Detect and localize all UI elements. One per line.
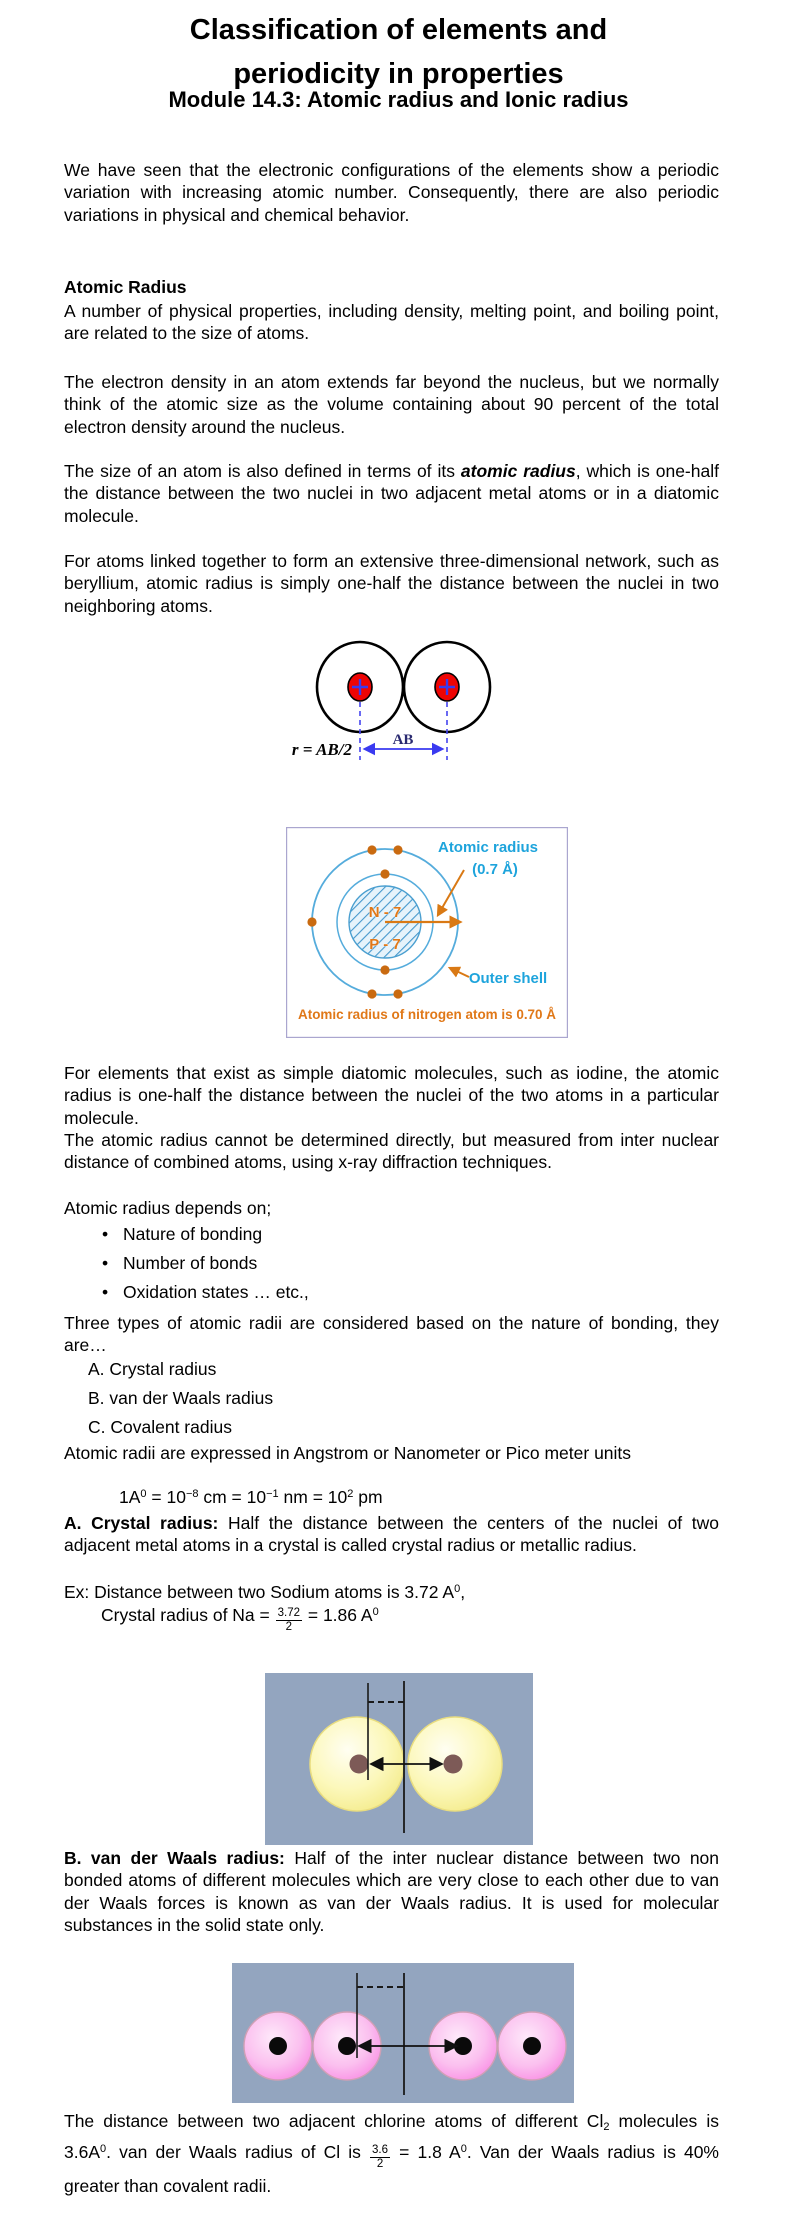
paragraph-electron-density: The electron density in an atom extends far beyond the nucleus, but we normally think of the atomic size as the volume containing about 90 percent of the total electron density around the nucleus. <box>64 372 719 437</box>
list-item-covalent: C. Covalent radius <box>88 1417 232 1437</box>
bullet-icon: • <box>102 1224 109 1244</box>
atomic-radius-label: Atomic radius <box>437 839 539 856</box>
module-subtitle: Module 14.3: Atomic radius and Ionic radius <box>168 87 629 112</box>
bullet-list <box>102 1223 702 1310</box>
bullet-item <box>102 1252 702 1274</box>
list-item-crystal: A. Crystal radius <box>88 1359 217 1379</box>
page-title-line1: Classification of elements and <box>189 14 608 46</box>
neutron-count-label: N - 7 <box>368 904 402 921</box>
sodium-radius-line: Crystal radius of Na = $\frac{3.72}{2}$ = 1.86 $A^0$ <box>101 1605 379 1633</box>
sodium-nucleus-left <box>350 1755 369 1774</box>
sodium-example-line: Ex: Distance between two Sodium atoms is 3.72 $A^0$, <box>64 1582 466 1602</box>
chlorine-nucleus-2 <box>338 2037 356 2055</box>
page-title-line2: periodicity in properties <box>233 58 564 90</box>
figure-beryllium-atoms <box>258 634 498 774</box>
line-depends-on: Atomic radius depends on; <box>64 1198 272 1218</box>
outer-shell-label: Outer shell <box>468 970 548 987</box>
figure-nitrogen-atom <box>286 827 568 1038</box>
bullet-icon: • <box>102 1253 109 1273</box>
unit-conversion-line: $1A^0 = 10^{-8}$ cm = $10^{-1}$ nm = $10^2$ pm <box>119 1487 383 1507</box>
figure-caption: Atomic radius of nitrogen atom is 0.70 Å <box>298 1006 556 1022</box>
bullet-text: Oxidation states … etc., <box>123 1282 309 1302</box>
sodium-nucleus-right <box>444 1755 463 1774</box>
list-item-vdw: B. van der Waals radius <box>88 1388 274 1408</box>
bullet-item <box>102 1281 702 1303</box>
bullet-text: Number of bonds <box>123 1253 258 1273</box>
paragraph-chlorine-distance: The distance between two adjacent chlorine atoms of different $Cl_2$ molecules is $3.6A^0$. van der Waals radius of Cl is $\frac{3.6}{2}$ = 1.8 $A^0$. Van der Waals radius is 40% greater than covalent radii. <box>64 2111 719 2197</box>
paragraph-xray: The atomic radius cannot be determined directly, but measured from inter nuclear distance of combined atoms, using x-ray diffraction techniques. <box>64 1130 719 1173</box>
ab-label: AB <box>392 732 414 748</box>
section-heading-atomic-radius: Atomic Radius <box>64 277 187 297</box>
paragraph-vdw-radius: B. van der Waals radius: Half of the inter nuclear distance between two non bonded atoms of different molecules which are very close to each other due to van der Waals forces is known as van der Waals radius. It is used for molecular substances in the solid state only. <box>64 1848 720 1936</box>
atomic-radius-value-label: (0.7 Å) <box>472 861 518 878</box>
paragraph-physical-properties: A number of physical properties, including density, melting point, and boiling point, are related to the size of atoms. <box>64 301 719 344</box>
chlorine-nucleus-1 <box>269 2037 287 2055</box>
paragraph-units: Atomic radii are expressed in Angstrom or Nanometer or Pico meter units <box>64 1443 632 1463</box>
proton-count-label: P - 7 <box>369 936 401 953</box>
chlorine-nucleus-3 <box>454 2037 472 2055</box>
radius-formula-label: r = AB/2 <box>291 740 352 759</box>
figure-vdw-radius <box>232 1963 574 2103</box>
bullet-text: Nature of bonding <box>123 1224 263 1244</box>
bullet-icon: • <box>102 1282 109 1302</box>
paragraph-three-types: Three types of atomic radii are considered based on the nature of bonding, they are… <box>64 1313 719 1356</box>
intro-paragraph: We have seen that the electronic configurations of the elements show a periodic variation with increasing atomic number. Consequently, there are also periodic variations in physical and chemical behavior. <box>64 160 719 225</box>
paragraph-iodine: For elements that exist as simple diatomic molecules, such as iodine, the atomic radius is one-half the distance between the nuclei of the two atoms in a particular molecule. <box>64 1063 719 1128</box>
paragraph-network: For atoms linked together to form an extensive three-dimensional network, such as beryllium, atomic radius is simply one-half the distance between the nuclei in two neighboring atoms. <box>64 551 719 616</box>
bullet-item <box>102 1223 702 1245</box>
radius-types-list <box>88 1358 688 1445</box>
figure-crystal-radius <box>265 1673 533 1845</box>
paragraph-crystal-radius: A. Crystal radius: Half the distance between the centers of the nuclei of two adjacent metal atoms in a crystal is called crystal radius or metallic radius. <box>64 1513 719 1556</box>
chlorine-nucleus-4 <box>523 2037 541 2055</box>
page-title <box>0 8 797 96</box>
paragraph-atomic-radius-definition: The size of an atom is also defined in terms of its atomic radius, which is one-half the distance between the two nuclei in two adjacent metal atoms or in a diatomic molecule. <box>64 461 719 526</box>
